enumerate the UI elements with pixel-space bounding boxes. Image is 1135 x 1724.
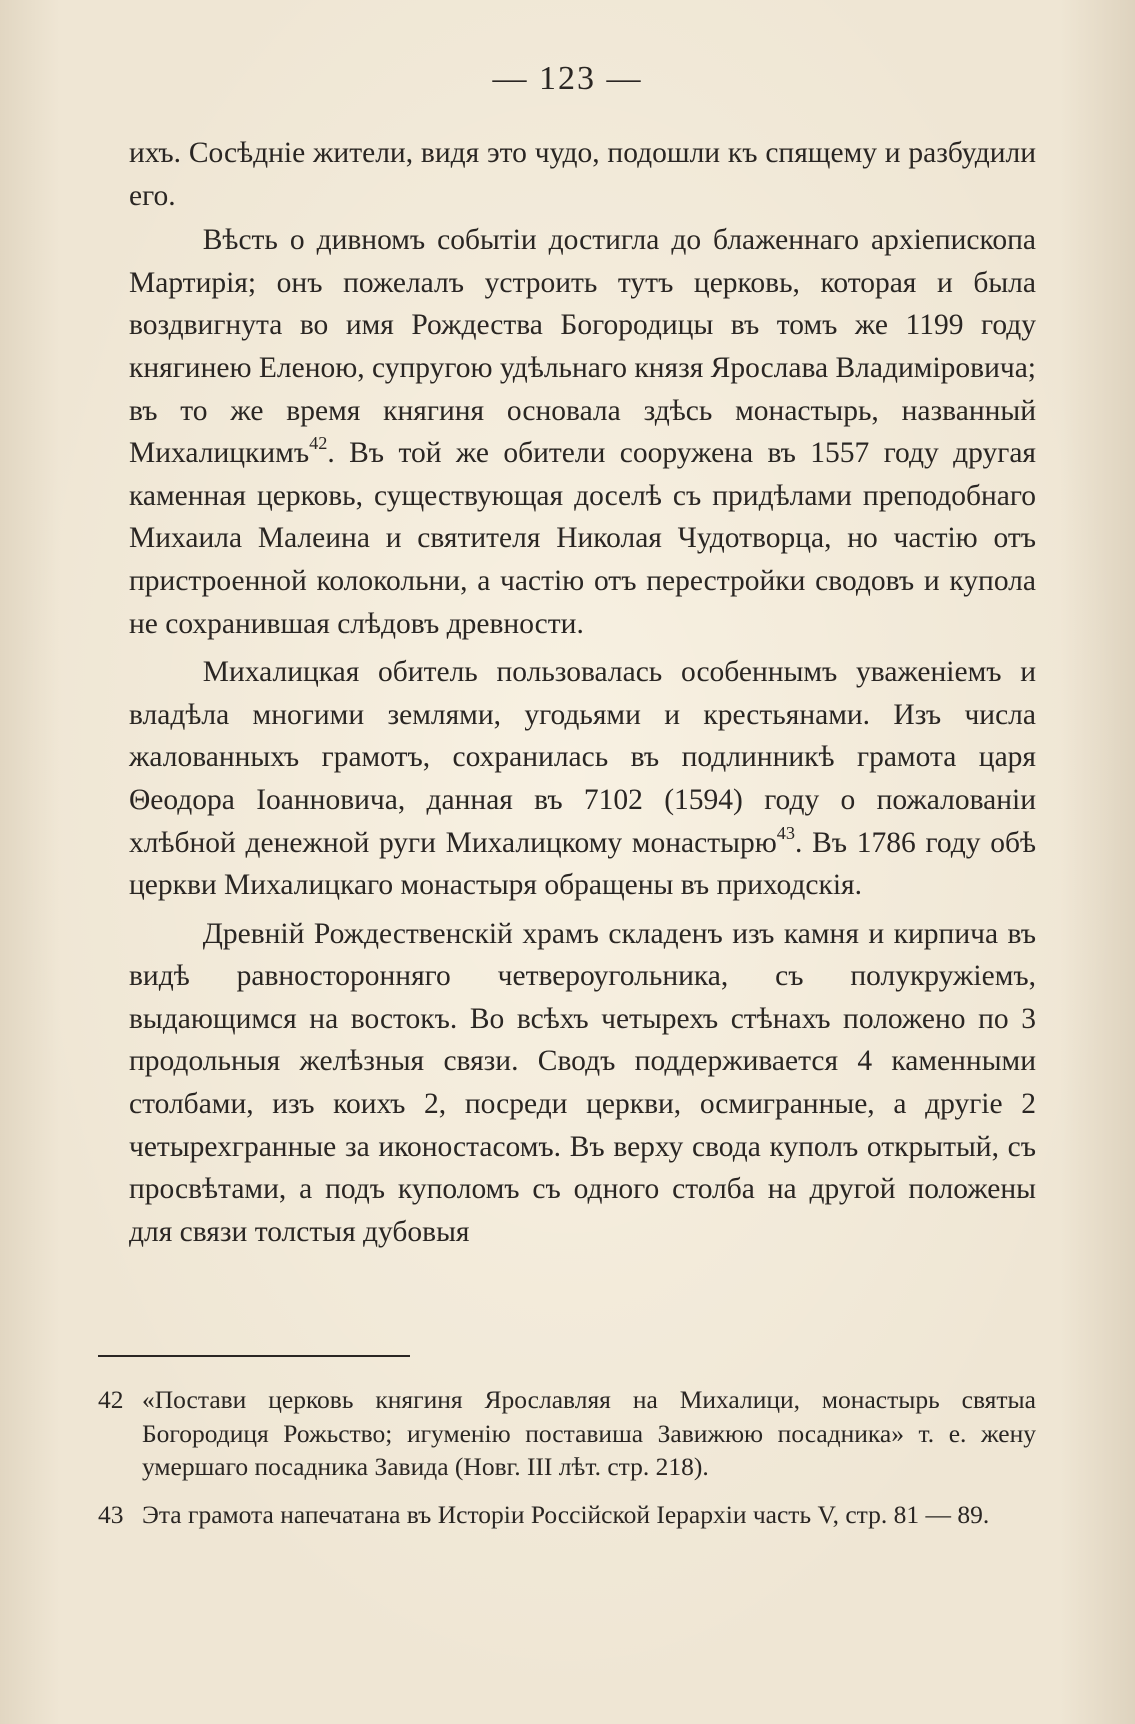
paragraph (129, 913, 1036, 1254)
footnote-ref-42[interactable]: 42 (309, 433, 328, 454)
footnote-43 (98, 1498, 1036, 1532)
footnote-text: Эта грамота напечатана въ Исторіи Россійской Іерархіи часть V, стр. 81 — 89. (142, 1499, 990, 1529)
paragraph (129, 219, 1036, 645)
paragraph-text: Вѣсть о дивномъ событіи достигла до блаженнаго архіепископа Мартирія; онъ пожелалъ устроить тутъ церковь, которая и была воздвигнута во имя Рождества Богородицы въ томъ же 1199 году княгинею Еленою, супругою удѣльнаго князя Ярослава Владиміровича; въ то же время княгиня основала здѣсь монастырь, названный Михалицкимъ (129, 224, 1036, 470)
footnote-number: 42 (98, 1385, 124, 1414)
paragraph-text: ихъ. Сосѣдніе жители, видя это чудо, подошли къ спящему и разбудили его. (129, 137, 1036, 212)
paragraph-text: Михалицкая обитель пользовалась особеннымъ уваженіемъ и владѣла многими землями, угодьями и крестьянами. Изъ числа жалованныхъ грамотъ, сохранилась въ подлинникѣ грамота царя Θеодора Іоанновича, данная въ 7102 (1594) году о пожалованіи хлѣбной денежной руги Михалицкому монастырю (129, 656, 1036, 859)
paragraph-text-continued: . Въ 1786 году обѣ церкви Михалицкаго монастыря обращены въ приходскія. (129, 826, 1037, 902)
footnote-number: 43 (98, 1499, 124, 1529)
paragraph (129, 132, 1036, 217)
body-text (129, 132, 1036, 1253)
page-number: — 123 — (492, 60, 643, 97)
footnote-divider (98, 1355, 410, 1357)
footnote-text: «Постави церковь княгиня Ярославляя на Михалици, монастырь святыа Богородиця Рожьство; игуменію поставиша Завижюю посадника» т. е. жену умершаго посадника Завида (Новг. III лѣт. стр. 218). (142, 1385, 1036, 1481)
footnotes (98, 1383, 1036, 1545)
paragraph-text: Древній Рождественскій храмъ складенъ изъ камня и кирпича въ видѣ равносторонняго четвероугольника, съ полукружіемъ, выдающимся на востокъ. Во всѣхъ четырехъ стѣнахъ положено по 3 продольныя желѣзныя связи. Сводъ поддерживается 4 каменными столбами, изъ коихъ 2, посреди церкви, осмигранные, а другіе 2 четырехгранные за иконостасомъ. Въ верху свода куполъ открытый, съ просвѣтами, а подъ куполомъ съ одного столба на другой положены для связи толстыя дубовыя (129, 917, 1036, 1248)
footnote-ref-43[interactable]: 43 (776, 822, 796, 843)
paragraph (129, 651, 1036, 907)
paragraph-text-continued: . Въ той же обители сооружена въ 1557 году другая каменная церковь, существующая доселѣ съ придѣлами преподобнаго Михаила Малеина и святителя Николая Чудотворца, но частію отъ пристроенной колокольни, а частію отъ перестройки сводовъ и купола не сохранившая слѣдовъ древности. (129, 437, 1036, 640)
footnote-42 (98, 1383, 1036, 1484)
